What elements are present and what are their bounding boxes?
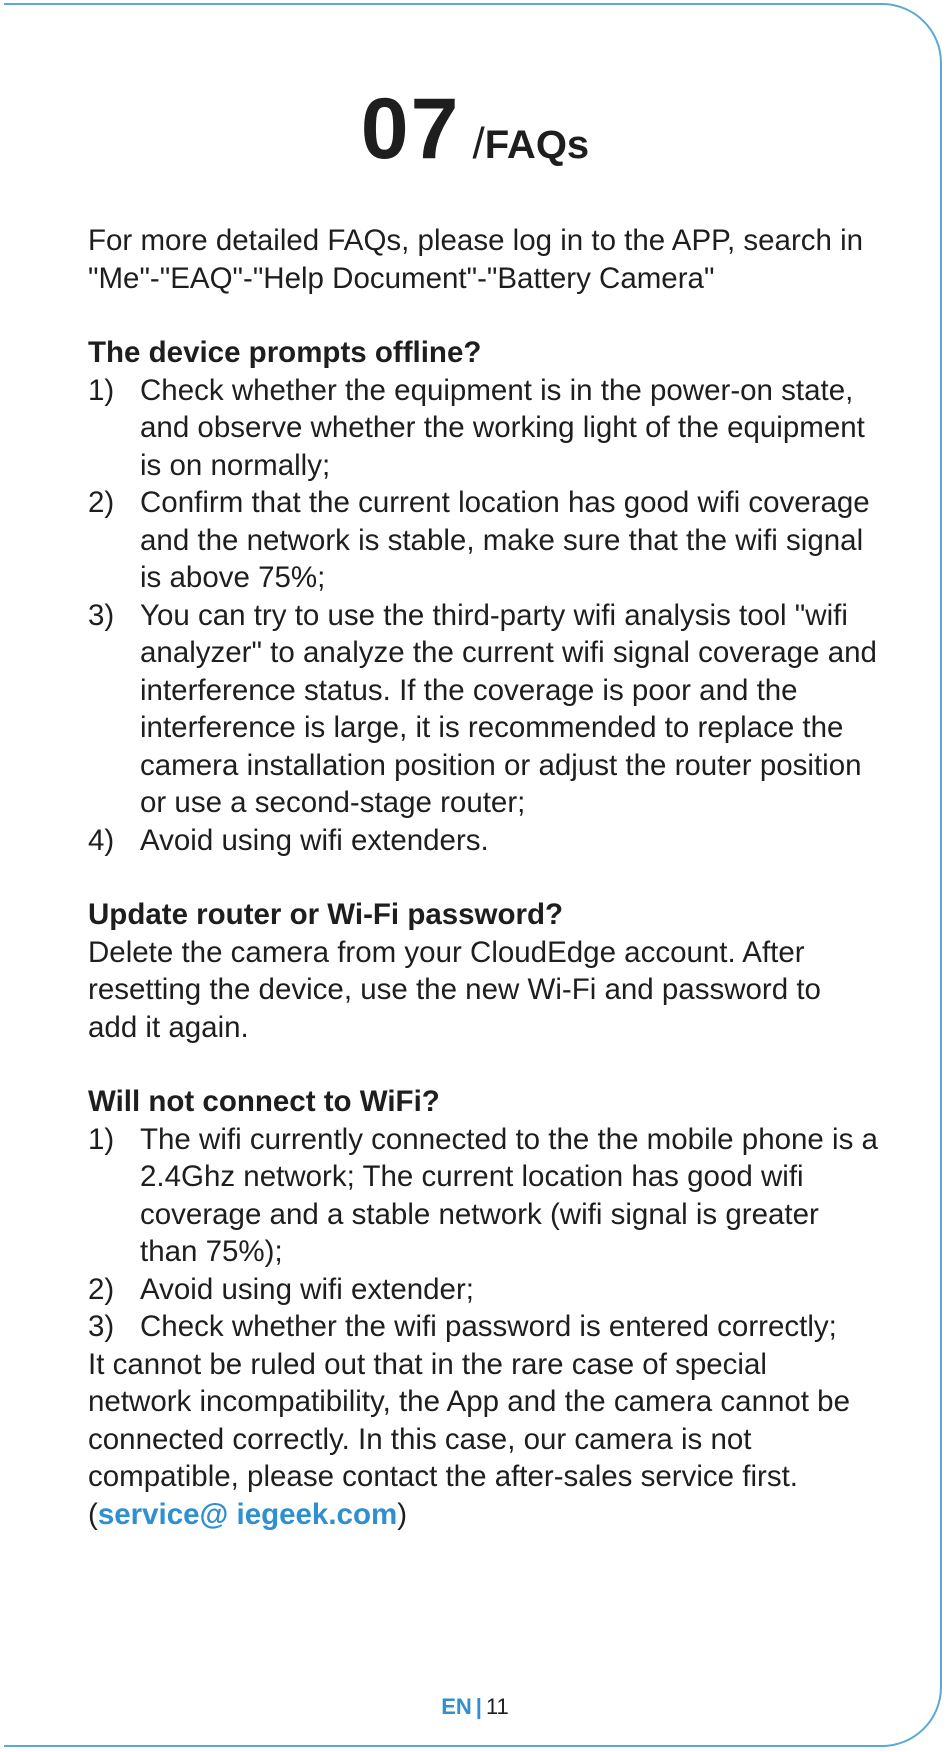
page-number: 11 <box>485 1694 509 1719</box>
list-item: 2) Confirm that the current location has good wifi coverage and the network is stable, make sure that the wifi signal is above 75%; <box>88 486 870 594</box>
faq-note-wifi: It cannot be ruled out that in the rare case of special network incompatibility, the App and the camera cannot be connected correctly. In this case, our camera is not compatible, please contact the after-sales service first.(service@ iegeek.com) <box>88 1347 850 1531</box>
list-item: 3) Check whether the wifi password is entered correctly; <box>88 1310 837 1343</box>
faq-list-wifi <box>88 1121 878 1346</box>
page-footer <box>0 1694 950 1720</box>
faq-question-password: Update router or Wi-Fi password? <box>88 898 564 931</box>
faq-question-offline: The device prompts offline? <box>88 336 482 369</box>
intro-text: For more detailed FAQs, please log in to the APP, search in "Me"-"EAQ"-"Help Document"-"Battery Camera" <box>88 224 864 295</box>
list-item: 2) Avoid using wifi extender; <box>88 1272 474 1306</box>
section-title: FAQs <box>484 123 590 167</box>
list-item: 4) Avoid using wifi extenders. <box>88 823 489 857</box>
faq-question-wifi: Will not connect to WiFi? <box>88 1085 440 1118</box>
section-number: 07 <box>360 81 461 177</box>
list-item: 1) The wifi currently connected to the the mobile phone is a 2.4Ghz network; The current location has good wifi coverage and a stable network (wifi signal is greater than 75%); <box>88 1122 878 1268</box>
list-item: 3) You can try to use the third-party wifi analysis tool "wifi analyzer" to analyze the current wifi signal coverage and interference status. If the coverage is poor and the interference is large, it is recommended to replace the camera installation position or adjust the router position or use a second-stage router; <box>88 598 877 819</box>
section-separator: / <box>472 119 485 168</box>
faq-answer-password: Delete the camera from your CloudEdge account. After resetting the device, use the new Wi-Fi and password to add it again. <box>88 935 821 1044</box>
faq-list-offline <box>88 372 878 860</box>
footer-divider: | <box>475 1694 482 1719</box>
faq-content <box>88 222 878 1533</box>
list-item: 1) Check whether the equipment is in the power-on state, and observe whether the working light of the equipment is on normally; <box>88 373 865 482</box>
language-label: EN <box>441 1694 472 1719</box>
section-heading <box>0 80 950 179</box>
support-email-link[interactable]: service@ iegeek.com <box>97 1497 398 1531</box>
